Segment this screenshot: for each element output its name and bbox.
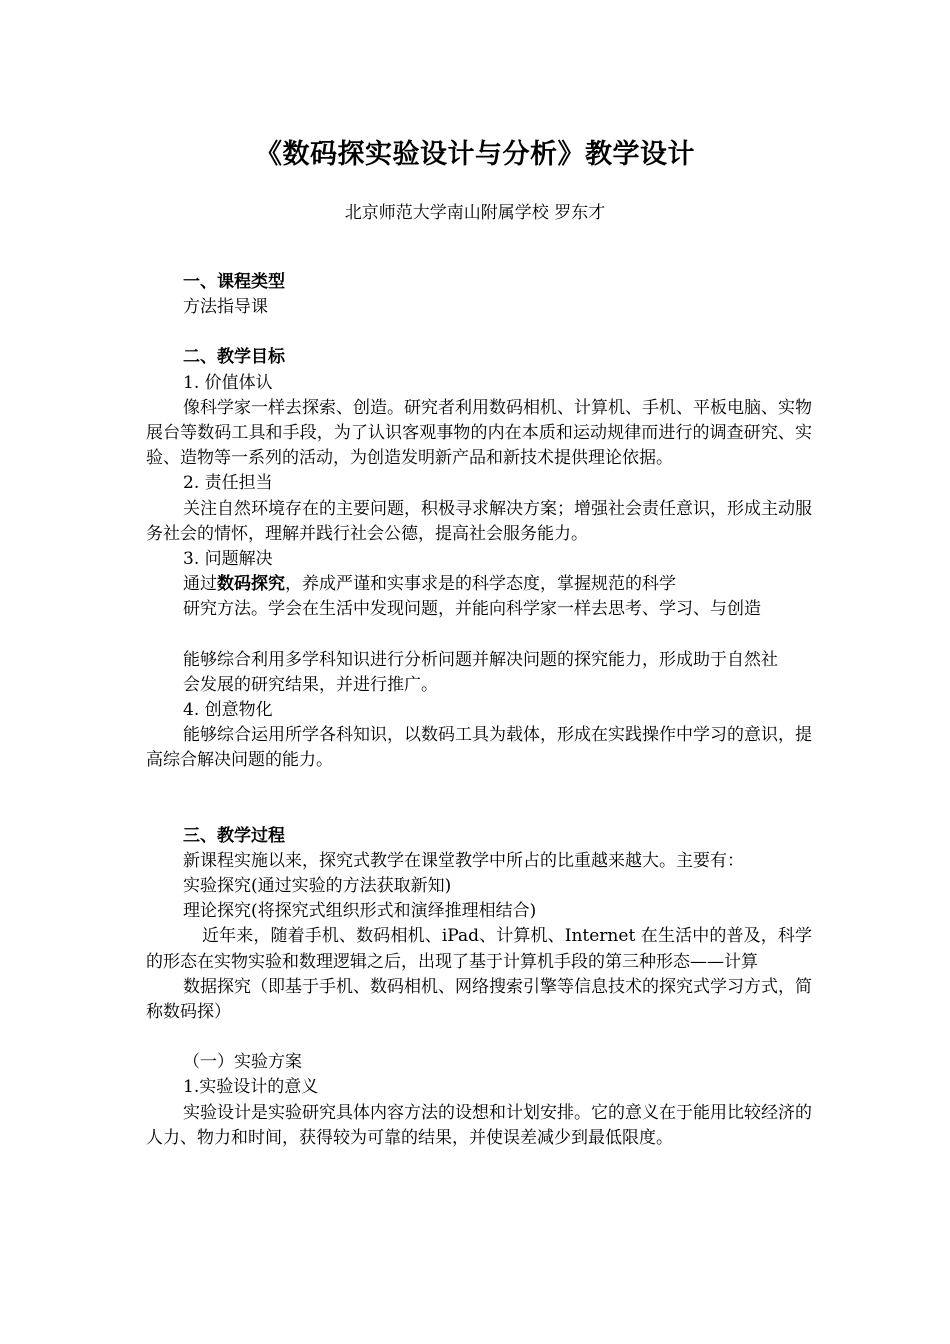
- process-data-paragraph: 数据探究（即基于手机、数码相机、网络搜索引擎等信息技术的探究式学习方式，简称数码探）: [146, 976, 812, 1023]
- objective-3-text: [146, 572, 812, 597]
- subsection-heading-plan: （一）实验方案: [183, 1052, 302, 1073]
- process-recent-paragraph: 近年来，随着手机、数码相机、iPad、计算机、Internet 在生活中的普及，科学的形态在实物实验和数理逻辑之后，出现了基于计算机手段的第三种形态——计算: [146, 926, 812, 972]
- objective-2-text: 关注自然环境存在的主要问题，积极寻求解决方案；增强社会责任意识，形成主动服务社会的情怀，理解并践行社会公德，提高社会服务能力。: [146, 498, 812, 544]
- subsection-1-label: 1.实验设计的意义: [183, 1077, 319, 1098]
- objective-3-bold: 数码探究: [217, 574, 285, 595]
- subsection-1-text: 实验设计是实验研究具体内容方法的设想和计划安排。它的意义在于能用比较经济的人力、物力和时间，获得较为可靠的结果，并使误差减少到最低限度。: [146, 1102, 812, 1148]
- objective-3-para2: 能够综合利用多学科知识进行分析问题并解决问题的探究能力，形成助于自然社: [183, 649, 778, 670]
- objective-4-text: 能够综合运用所学各科知识，以数码工具为载体，形成在实践操作中学习的意识，提高综合解决问题的能力。: [146, 725, 812, 771]
- spacer: [146, 623, 812, 648]
- course-type-text: 方法指导课: [183, 297, 268, 318]
- document-title: 《数码探实验设计与分析》教学设计: [255, 139, 695, 170]
- section-heading-process: 三、教学过程: [183, 825, 285, 846]
- document-author: 北京师范大学南山附属学校 罗东才: [344, 203, 606, 223]
- objective-1-label: 1. 价值体认: [183, 372, 273, 393]
- document-body: [146, 270, 812, 1151]
- objective-3-para3: 会发展的研究结果，并进行推广。: [183, 674, 438, 695]
- process-intro: 新课程实施以来，探究式教学在课堂教学中所占的比重越来越大。主要有：: [183, 850, 744, 871]
- section-heading-objectives: 二、教学目标: [183, 347, 285, 368]
- spacer: [146, 320, 812, 345]
- spacer: [146, 774, 812, 824]
- objective-1-text: 像科学家一样去探索、创造。研究者利用数码相机、计算机、手机、平板电脑、实物展台等数码工具和手段，为了认识客观事物的内在本质和运动规律而进行的调查研究、实验、造物等一系列的活动，为创造发明新产品和新技术提供理论依据。: [146, 397, 812, 469]
- objective-3-line2: 研究方法。学会在生活中发现问题，并能向科学家一样去思考、学习、与创造: [183, 599, 761, 620]
- objective-4-label: 4. 创意物化: [183, 700, 273, 721]
- process-type-2: 理论探究(将探究式组织形式和演绎推理相结合): [183, 901, 537, 922]
- spacer: [146, 1025, 812, 1050]
- section-heading-course-type: 一、课程类型: [183, 272, 285, 292]
- objective-3-pre: 通过: [183, 574, 217, 595]
- objective-3-post: ，养成严谨和实事求是的科学态度，掌握规范的科学: [285, 574, 676, 595]
- objective-3-label: 3. 问题解决: [183, 549, 273, 570]
- objective-2-label: 2. 责任担当: [183, 473, 273, 494]
- process-type-1: 实验探究(通过实验的方法获取新知): [183, 876, 452, 897]
